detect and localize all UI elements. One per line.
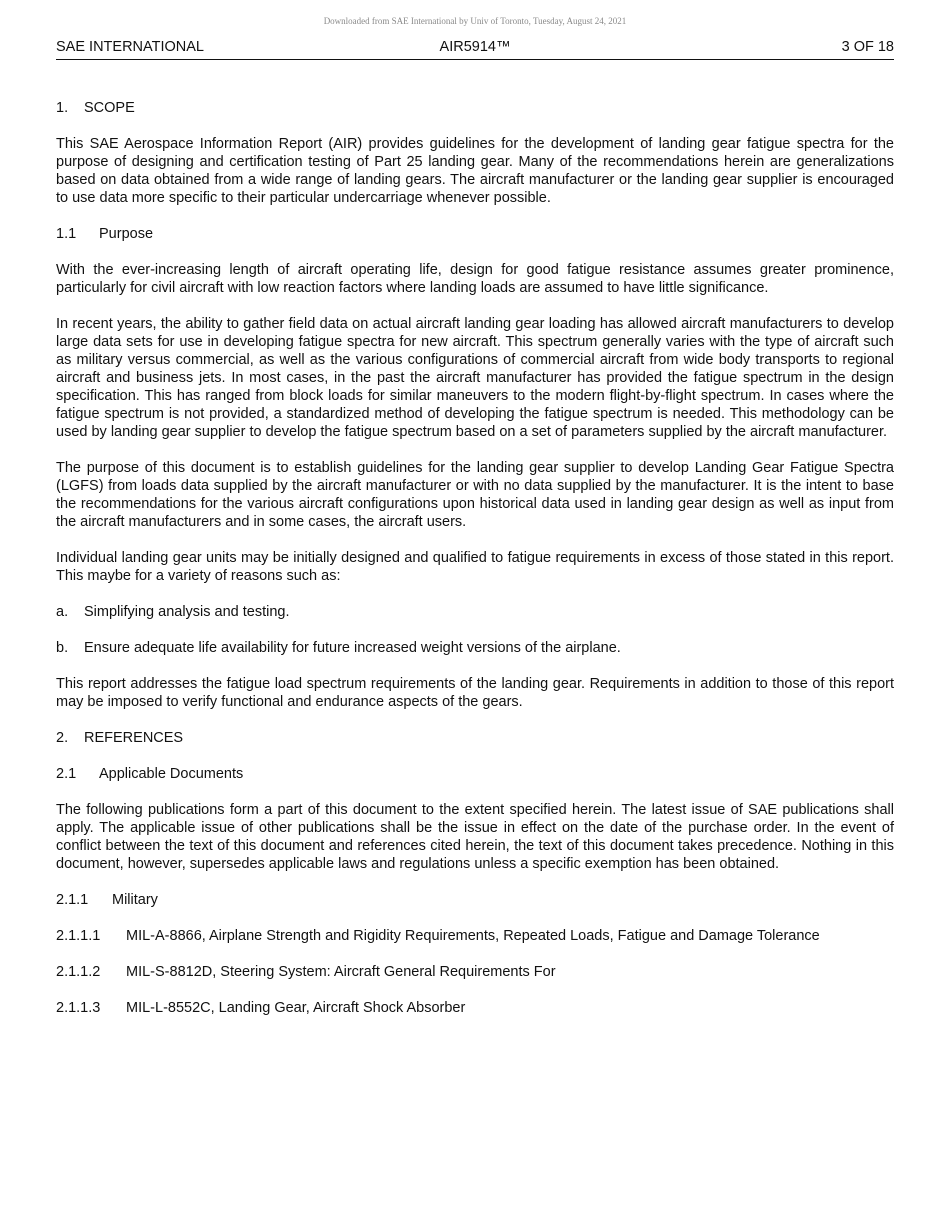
reference-number: 2.1.1.2 <box>56 964 101 980</box>
page-number: 3 OF 18 <box>841 39 894 55</box>
paragraph: The following publications form a part of this document to the extent specified herein. The latest issue of SAE publications shall apply. The applicable issue of other publications shall be the issue in effect on the date of the purchase order. In the event of conflict between the text of this document and references cited herein, the text of this document takes precedence. Nothing in this document, however, supersedes applicable laws and regulations unless a specific exemption has been obtained. <box>56 802 894 872</box>
paragraph: The purpose of this document is to establish guidelines for the landing gear supplier to develop Landing Gear Fatigue Spectra (LGFS) from loads data supplied by the aircraft manufacturer or with no data supplied by the manufacturer. It is the intent to base the recommendations for the various aircraft configurations upon historical data used in landing gear design as well as input from the aircraft manufacturers and in some cases, the aircraft users. <box>56 460 894 530</box>
reference-text: MIL-A-8866, Airplane Strength and Rigidity Requirements, Repeated Loads, Fatigue and Damage Tolerance <box>126 928 820 944</box>
list-item <box>56 639 894 657</box>
reference-item <box>56 999 894 1017</box>
section-heading-references <box>56 729 894 747</box>
section-title: Purpose <box>99 226 154 242</box>
section-title: REFERENCES <box>84 730 184 746</box>
download-watermark: Downloaded from SAE International by Univ of Toronto, Tuesday, August 24, 2021 <box>323 16 627 26</box>
list-item-text: Ensure adequate life availability for future increased weight versions of the airplane. <box>84 640 621 656</box>
section-title: Applicable Documents <box>99 766 244 782</box>
reference-item <box>56 963 894 981</box>
reference-number: 2.1.1.3 <box>56 1000 101 1016</box>
reference-number: 2.1.1.1 <box>56 928 101 944</box>
section-title: SCOPE <box>84 100 135 116</box>
reference-text: MIL-S-8812D, Steering System: Aircraft General Requirements For <box>126 964 556 980</box>
paragraph: In recent years, the ability to gather field data on actual aircraft landing gear loading has allowed aircraft manufacturers to develop large data sets for use in developing fatigue spectra for new aircraft. This spectrum generally varies with the type of aircraft such as military versus commercial, as well as the various configurations of commercial aircraft from wide body transports to regional aircraft and business jets. In most cases, in the past the aircraft manufacturer has provided the fatigue spectrum in the design specification. This has ranged from block loads for similar maneuvers to the modern flight-by-flight spectrum. In cases where the fatigue spectrum is not provided, a standardized method of developing the fatigue spectrum is needed. This methodology can be used by landing gear supplier to develop the fatigue spectrum based on a set of parameters supplied by the aircraft manufacturer. <box>56 316 894 440</box>
section-heading-military <box>56 891 894 909</box>
publisher-name: SAE INTERNATIONAL <box>56 39 204 55</box>
paragraph: Individual landing gear units may be initially designed and qualified to fatigue requirements in excess of those stated in this report. This maybe for a variety of reasons such as: <box>56 550 894 584</box>
list-marker: b. <box>56 640 69 656</box>
document-number: AIR5914™ <box>439 39 511 55</box>
reference-text: MIL-L-8552C, Landing Gear, Aircraft Shock Absorber <box>126 1000 466 1016</box>
section-title: Military <box>112 892 158 908</box>
section-number: 2.1.1 <box>56 892 89 908</box>
list-item <box>56 603 894 621</box>
list-item-text: Simplifying analysis and testing. <box>84 604 290 620</box>
section-number: 2. <box>56 730 69 746</box>
section-heading-purpose <box>56 225 894 243</box>
paragraph: This report addresses the fatigue load spectrum requirements of the landing gear. Requirements in addition to those of this report may be imposed to verify functional and endurance aspects of the gears. <box>56 676 894 710</box>
section-number: 1.1 <box>56 226 77 242</box>
reference-item <box>56 927 894 945</box>
document-body <box>56 99 894 1035</box>
page-header <box>56 39 894 60</box>
section-number: 1. <box>56 100 69 116</box>
section-heading-applicable-documents <box>56 765 894 783</box>
list-marker: a. <box>56 604 69 620</box>
section-heading-scope <box>56 99 894 117</box>
section-number: 2.1 <box>56 766 77 782</box>
paragraph: With the ever-increasing length of aircraft operating life, design for good fatigue resistance assumes greater prominence, particularly for civil aircraft with low reaction factors where landing loads are assumed to have little significance. <box>56 262 894 296</box>
paragraph: This SAE Aerospace Information Report (AIR) provides guidelines for the development of landing gear fatigue spectra for the purpose of designing and certification testing of Part 25 landing gear. Many of the recommendations herein are generalizations based on data obtained from a wide range of landing gears. The aircraft manufacturer or the landing gear supplier is encouraged to use data more specific to their particular undercarriage whenever possible. <box>56 136 894 206</box>
